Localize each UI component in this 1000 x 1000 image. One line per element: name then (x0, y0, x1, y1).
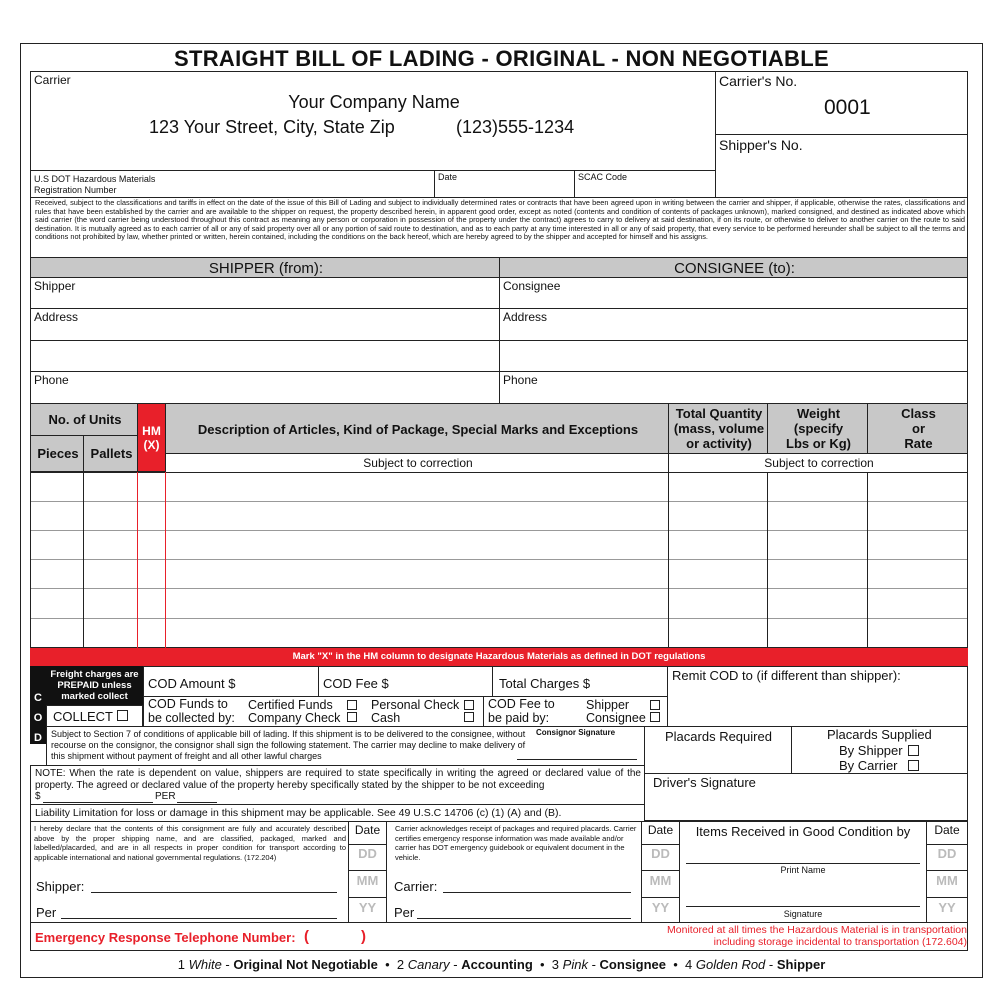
liability-box (30, 804, 645, 822)
carrier-box[interactable] (30, 71, 716, 171)
remit-cod-label: Remit COD to (if different than shipper): (672, 668, 901, 683)
shipper-address-field[interactable] (30, 308, 500, 341)
terms-box (30, 197, 968, 258)
weight-line2: (specify (793, 421, 844, 436)
certified-funds-label: Certified Funds (248, 698, 333, 712)
company-check-label: Company Check (248, 711, 341, 725)
copy-purpose: Accounting (461, 957, 533, 972)
cash-label: Cash (371, 711, 401, 725)
date-row-line (927, 844, 967, 845)
declared-per: PER (155, 791, 176, 802)
copy-purpose: Shipper (776, 957, 826, 972)
monitored-line2: including storage incidental to transportation (172.604) (713, 935, 967, 948)
cod-fee-field[interactable] (318, 666, 493, 697)
placards-supplied-label: Placards Supplied (827, 727, 932, 742)
fee-consignee-label: Consignee (586, 711, 646, 725)
shippers-no-label: Shipper's No. (719, 137, 803, 153)
copy-num: 3 (551, 957, 560, 972)
pieces-header-text: Pieces (37, 446, 79, 461)
copy-num: 2 (396, 957, 405, 972)
date-row-line (349, 844, 386, 845)
carrier-date-label: Date (647, 823, 674, 837)
subject-left-text: Subject to correction (363, 456, 473, 470)
certified-funds-checkbox[interactable] (347, 700, 357, 710)
hm-col-line-left (137, 472, 138, 648)
placards-required-box[interactable] (644, 726, 792, 774)
units-header (30, 403, 138, 436)
date-row-line (349, 870, 386, 871)
cod-fee-paid-line1: COD Fee to (488, 697, 555, 711)
date-row-line (642, 897, 679, 898)
freight-line3: marked collect (61, 691, 128, 702)
cod-amount-label: COD Amount $ (148, 676, 236, 691)
collect-checkbox[interactable] (117, 710, 128, 721)
drivers-signature-box[interactable] (644, 773, 968, 821)
date-row-line (927, 897, 967, 898)
subject-to-correction-left (165, 453, 669, 473)
signature-label: Signature (783, 909, 823, 919)
shipper-address-label: Address (34, 310, 79, 324)
company-check-checkbox[interactable] (347, 712, 357, 722)
by-carrier-label: By Carrier (839, 758, 898, 773)
date-row-line (642, 870, 679, 871)
class-header (867, 403, 968, 454)
personal-check-checkbox[interactable] (464, 700, 474, 710)
copy-sep: - (225, 957, 230, 972)
shipper-date-dd: DD (358, 846, 377, 861)
placards-supplied-box (791, 726, 968, 774)
carrier-signature-line[interactable] (443, 892, 631, 893)
total-quantity-header (668, 403, 768, 454)
emergency-label: Emergency Response Telephone Number: (35, 930, 296, 945)
by-carrier-checkbox[interactable] (908, 760, 919, 771)
fee-consignee-checkbox[interactable] (650, 712, 660, 722)
carriers-no-box[interactable] (715, 71, 968, 135)
received-print-name-line[interactable] (686, 863, 920, 864)
subject-to-correction-right (668, 453, 968, 473)
total-charges-field[interactable] (492, 666, 668, 697)
copy-purpose: Consignee (599, 957, 667, 972)
carriers-no-label: Carrier's No. (719, 73, 798, 89)
emergency-close-paren: ) (361, 928, 366, 945)
shipper-date-box[interactable] (348, 821, 387, 923)
liability-text: Liability Limitation for loss or damage in this shipment may be applicable. See 49 U.S.C 14706 (c) (1) (A) and (B). (35, 807, 562, 819)
consignee-address-field[interactable] (499, 308, 968, 341)
declaration-text: I hereby declare that the contents of this consignment are fully and accurately described above by the proper shipping name, and are classified, packaged, marked and labelled/placarded, and are in all respects in proper condition for transport according to applicable international and national governmental regulations. (172.204) (34, 824, 346, 862)
declared-per-line[interactable] (177, 802, 217, 803)
fee-shipper-label: Shipper (586, 698, 630, 712)
hm-col-line-right (165, 472, 166, 648)
shipper-name-field[interactable] (30, 277, 500, 309)
description-header (165, 403, 669, 454)
items-body[interactable] (30, 472, 968, 648)
consignee-header (499, 257, 968, 278)
shipper-phone-label: Phone (34, 373, 69, 387)
freight-line2: PREPAID unless (57, 680, 132, 691)
consignee-phone-field[interactable] (499, 371, 968, 404)
carrier-label: Carrier (34, 73, 71, 87)
consignor-signature-label: Consignor Signature (536, 728, 616, 737)
freight-line1: Freight charges are (50, 669, 139, 680)
shipper-name-label: Shipper (34, 279, 76, 293)
collect-label: COLLECT (53, 709, 113, 724)
cash-checkbox[interactable] (464, 712, 474, 722)
pallets-header (83, 435, 138, 472)
shipper-signature-line[interactable] (91, 892, 337, 893)
scac-label: SCAC Code (578, 172, 628, 182)
item-row-line (31, 588, 967, 589)
shipper-date-mm: MM (356, 873, 379, 888)
copy-sep: - (768, 957, 774, 972)
form-title: STRAIGHT BILL OF LADING - ORIGINAL - NON NEGOTIABLE (174, 46, 829, 71)
hm-header-text: HM (142, 424, 161, 438)
shipper-per-label: Per (36, 905, 57, 920)
company-phone: (123)555-1234 (456, 117, 575, 137)
copy-color: Canary (407, 957, 450, 972)
copy-bullet: • (540, 957, 545, 972)
date-label: Date (438, 172, 458, 182)
shippers-no-box[interactable] (715, 134, 968, 198)
emergency-phone-input[interactable] (321, 929, 357, 945)
carrier-ack-box (386, 821, 642, 923)
class-line2: or (912, 421, 925, 436)
declared-dollar: $ (35, 791, 41, 802)
copy-num: 4 (685, 957, 693, 972)
company-name: Your Company Name (288, 92, 460, 112)
description-header-text: Description of Articles, Kind of Package, Special Marks and Exceptions (197, 422, 639, 437)
pallets-header-text: Pallets (90, 446, 133, 461)
item-row-line (31, 559, 967, 560)
copy-color: Pink (562, 957, 588, 972)
item-col-line (767, 472, 768, 648)
declared-value-line[interactable] (43, 802, 153, 803)
copy-bullet: • (673, 957, 678, 972)
cod-letter-c: C (34, 692, 42, 704)
drivers-signature-label: Driver's Signature (653, 775, 756, 790)
shipper-header (30, 257, 500, 278)
shipper-declaration-box (30, 821, 349, 923)
item-row-line (31, 618, 967, 619)
consignor-signature-line[interactable] (517, 759, 637, 760)
declared-value-box (30, 765, 645, 805)
consignee-address-label: Address (503, 310, 548, 324)
item-col-line (867, 472, 868, 648)
cod-letter-bar (30, 666, 46, 744)
freight-prepaid-box (46, 666, 143, 706)
class-line3: Rate (904, 436, 933, 451)
date-row-line (642, 844, 679, 845)
shipper-per-line[interactable] (61, 918, 337, 919)
cod-fee-label: COD Fee $ (323, 676, 389, 691)
cod-letter-o: O (33, 712, 43, 724)
placards-required-label: Placards Required (665, 729, 772, 744)
total-quantity-line3: or activity) (686, 436, 752, 451)
cod-amount-field[interactable] (143, 666, 319, 697)
remit-cod-field[interactable] (667, 666, 968, 727)
cod-funds-box (143, 696, 484, 727)
monitored-line1: Monitored at all times the Hazardous Material is in transportation (667, 924, 967, 936)
shipper-address2-field[interactable] (30, 340, 500, 372)
shipper-phone-field[interactable] (30, 371, 500, 404)
copy-num: 1 (177, 957, 185, 972)
hm-note-text: Mark "X" in the HM column to designate Hazardous Materials as defined in DOT regulations (292, 651, 706, 662)
total-quantity-line1: Total Quantity (675, 406, 763, 421)
emergency-open-paren: ( (304, 928, 309, 945)
cod-funds-line2: be collected by: (148, 711, 235, 725)
company-address: 123 Your Street, City, State Zip (149, 117, 395, 137)
consignee-name-field[interactable] (499, 277, 968, 309)
total-charges-label: Total Charges $ (499, 676, 591, 691)
class-line1: Class (901, 406, 936, 421)
copy-bullet: • (385, 957, 390, 972)
consignee-phone-label: Phone (503, 373, 538, 387)
hazmat-reg-line1: U.S DOT Hazardous Materials (34, 174, 156, 184)
hm-header-x: (X) (143, 438, 160, 452)
carrier-sign-label: Carrier: (394, 879, 438, 894)
shipper-sign-label: Shipper: (36, 879, 85, 894)
by-shipper-label: By Shipper (839, 743, 903, 758)
cod-fee-paid-line2: be paid by: (488, 711, 550, 725)
received-date-label: Date (934, 823, 960, 837)
consignee-name-label: Consignee (503, 279, 561, 293)
item-row-line (31, 530, 967, 531)
units-header-text: No. of Units (48, 412, 122, 427)
print-name-label: Print Name (780, 865, 826, 875)
terms-text: Received, subject to the classifications and tariffs in effect on the date of the issue of this Bill of Lading and subject to individually determined rates or contracts that have been agreed upon in writing between the carrier and shipper, if applicable, otherwise the rates, classifications and rules that have been established by the carrier and are available to the shipper on request, the property described herein, in apparent good order, except as noted (contents and condition of contents of packages unknown), marked consigned, and destined as indicated above which said carrier (the word carrier being understood throughout this contract as meaning any person or corporation in possession of the property under the contract) agrees to carry to delivery at said destination, if on its route, or otherwise to deliver to another carrier on the route to said destination. It is mutually agreed as to each carrier of all or any of said property over all or any portion of said route to destination, and as to each party at any time interested in all or any of said property, that every service to be performed hereunder shall be subject to all the terms and conditions not prohibited by law, whether printed or written, herein contained, including the conditions on the back hereof, which are hereby agreed to by the shipper and accepted for himself and his assigns. (35, 198, 965, 242)
carrier-date-box[interactable] (641, 821, 680, 923)
hazmat-reg-field[interactable] (30, 170, 435, 198)
carrier-per-line[interactable] (417, 918, 631, 919)
received-signature-line[interactable] (686, 906, 920, 907)
copy-purpose: Original Not Negotiable (233, 957, 378, 972)
carrier-per-label: Per (394, 905, 415, 920)
weight-line3: Lbs or Kg) (786, 436, 851, 451)
consignee-address2-field[interactable] (499, 340, 968, 372)
fee-shipper-checkbox[interactable] (650, 700, 660, 710)
received-date-box[interactable] (926, 821, 968, 923)
date-row-line (927, 870, 967, 871)
shipper-date-label: Date (354, 823, 381, 837)
received-date-dd: DD (937, 846, 957, 861)
pieces-header (30, 435, 84, 472)
date-field[interactable] (434, 170, 575, 198)
scac-field[interactable] (574, 170, 716, 198)
carrier-date-yy: YY (651, 900, 670, 915)
declared-value-text: NOTE: When the rate is dependent on value, shippers are required to state specifically in writing the agreed or declared value of the property. The agreed or declared value of the property hereby specifically stated by the shipper to be not exceeding (35, 768, 641, 791)
carrier-date-dd: DD (651, 846, 670, 861)
shipper-header-text: SHIPPER (from): (208, 260, 324, 277)
hm-header (137, 403, 166, 472)
collect-box[interactable] (46, 705, 143, 727)
total-quantity-line2: (mass, volume (673, 421, 765, 436)
carrier-ack-text: Carrier acknowledges receipt of packages and required placards. Carrier certifies emergency response information was made available and/or carrier has DOT emergency guidebook or equivalent document in the vehicle. (395, 824, 637, 862)
copy-color: Golden Rod (695, 957, 766, 972)
cod-letter-d: D (34, 732, 42, 744)
hm-note-bar (30, 648, 968, 667)
received-date-yy: YY (938, 900, 956, 915)
consignee-header-text: CONSIGNEE (to): (674, 260, 795, 277)
cod-fee-paid-box (483, 696, 668, 727)
date-row-line (349, 897, 386, 898)
by-shipper-checkbox[interactable] (908, 745, 919, 756)
emergency-row (30, 922, 968, 951)
items-received-label: Items Received in Good Condition by (695, 824, 911, 839)
section7-text: Subject to Section 7 of conditions of applicable bill of lading. If this shipment is to be delivered to the consignee, without recourse on the consignor, the consignor shall sign the following statement. The carrier may decline to make delivery of this shipment without payment of freight and all other lawful charges (51, 729, 526, 761)
copy-color: White (188, 957, 222, 972)
carriers-no-value: 0001 (824, 96, 871, 119)
weight-line1: Weight (796, 406, 841, 421)
hazmat-reg-line2: Registration Number (34, 185, 117, 195)
copies-footer (20, 957, 983, 972)
subject-right-text: Subject to correction (764, 456, 874, 470)
cod-funds-line1: COD Funds to (148, 697, 228, 711)
item-col-line (668, 472, 669, 648)
received-date-mm: MM (936, 873, 958, 888)
section7-box (46, 726, 645, 766)
item-col-line (83, 472, 84, 648)
weight-header (767, 403, 868, 454)
items-received-box (679, 821, 927, 923)
copy-sep: - (453, 957, 458, 972)
item-row-line (31, 501, 967, 502)
copy-sep: - (591, 957, 596, 972)
personal-check-label: Personal Check (371, 698, 460, 712)
carrier-date-mm: MM (649, 873, 672, 888)
shipper-date-yy: YY (358, 900, 377, 915)
